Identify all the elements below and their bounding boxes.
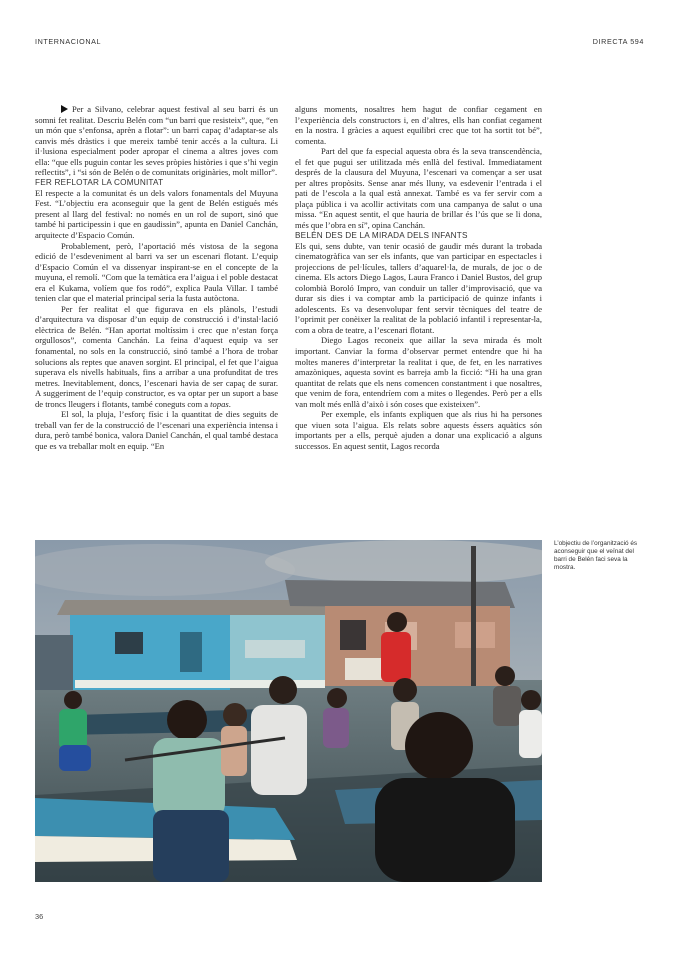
article-paragraph: Part del que fa especial aquesta obra és la seva transcendència, el fet que pugui ser utilitzada més enllà del festival. Immediatament després de la clausura del Muyuna, l’escenari va començar a ser usat per altres propòsits. Sense anar més lluny, va esdevenir l’entrada i el pati de l’escola a la qual està annexat. També es va fer servir com a plaça pública i va acollir activitats com una campanya de salut o una missa. “En aquest sentit, el que hauria de brillar és l’ús que se li dona, més que l’obra en sí”, opina Canchán.	[295, 146, 542, 231]
article-paragraph: Diego Lagos reconeix que aillar la seva mirada és molt important. Canviar la forma d’observar permet entendre que hi ha moltes maneres d’interpretar la realitat i que, de fet, en les narratives amazòniques, aquesta sovint es barreja amb la ficció: “Hi ha una gran quantitat de relats que els nens comencen constantment i que nosaltres, que venim de fora, entendríem com a mites o llegendes. Però per a ells van molt més enllà d’això i són coses que existeixen”.	[295, 335, 542, 409]
article-paragraph: Per exemple, els infants expliquen que als rius hi ha persones que viuen sota l’aigua. Els relats sobre aquests éssers aquàtics són importants per a ells, perquè ajuden a donar una explicació a alguns successos. En aquest sentit, Lagos recorda	[295, 409, 542, 451]
article-paragraph: El respecte a la comunitat és un dels valors fonamentals del Muyuna Fest. “L’objectiu era aconseguir que la gent de Belén estigués més present al llarg del festival: no només en un rol de suport, sinó que també hi participessin i que en gaudissin”, apunta en Daniel Canchán, arquitecte d’Espacio Común.	[35, 187, 278, 241]
river-community-photo	[35, 540, 542, 882]
photo-caption: L’objectiu de l’organització és aconseguir que el veïnat del barri de Belén faci seva la mostra.	[554, 540, 638, 571]
article-paragraph: Els qui, sens dubte, van tenir ocasió de gaudir més durant la trobada cinematogràfica van ser els infants, que van participar en espectacles i projeccions de pel·lícules, tallers d’aquarel·la, de murals, de joc o de cinema. Els actors Diego Lagos, Laura Franco i Daniel Bustos, del grup colombià Boroló Impro, van conduir un taller d’improvisació, que va durar sis dies i va comptar amb la participació de quinze infants i adolescents. Es va desenvolupar fent servir tècniques del teatre de l’oprimit per conèixer la realitat de la població infantil i representar-la, com a obra de teatre, a l’escenari flotant.	[295, 240, 542, 335]
article-column-left	[35, 104, 278, 452]
article-column-right	[295, 104, 542, 452]
section-subhead: BELÉN DES DE LA MIRADA DELS INFANTS	[295, 230, 468, 240]
section-label: INTERNACIONAL	[35, 37, 102, 46]
article-paragraph: Per fer realitat el que figurava en els plànols, l’estudi d’arquitectura va disposar d’un equip de construcció i d’instal·lació elèctrica de Belén. “Han aportat moltíssim i crec que n’estan força orgullosos”, comenta Canchán. La feina d’aquest equip va ser fonamental, no sols en la construcció, sinó també a l’hora de trobar solucions als reptes que anaven sorgint. El principal, el fet que l’aigua superava els nivells habituals, fins a arribar a una profunditat de tres metres. Inevitablement, doncs, l’escenari havia de ser capaç de surar. A suggeriment de l’equip constructor, es va optar per un suport a base de troncs lleugers i flotants, també coneguts com a topas.	[35, 303, 278, 409]
article-paragraph: El sol, la pluja, l’esforç físic i la quantitat de dies seguits de treball van fer de la construcció de l’escenari una experiència intensa i dura, però també bonica, valora Daniel Canchán, el qual també destaca que es va treballar molt en equip. “En	[35, 409, 278, 451]
article-paragraph: Probablement, però, l’aportació més vistosa de la segona edició de l’esdeveniment al barri va ser un escenari flotant. L’equip d’Espacio Común el va dissenyar inspirant-se en el concepte de la muyuna, el remolí. “Com que la temàtica era l’aigua i el poble destacat era el Kukama, volíem que fos rodó”, explica Paula Villar. I també tenien clar que el material principal seria la fusta autòctona.	[35, 240, 279, 304]
paragraph-marker-icon	[61, 105, 68, 113]
article-photo	[35, 540, 542, 882]
article-paragraph: alguns moments, nosaltres hem hagut de confiar cegament en l’experiència dels constructors i, en d’altres, ells han confiat cegament en la nostra. I gràcies a aquest equilibri crec que tot ha sortit tot bé”, comenta.	[295, 104, 542, 146]
article-paragraph: Per a Silvano, celebrar aquest festival al seu barri és un somni fet realitat. Descriu Belén com “un barri que resisteix”, que, “en un món que s’enfonsa, aprèn a flotar”: un barri capaç d’adaptar-se als canvis més dràstics i que mereix també tenir accés a la cultura. Li il·lusiona especialment poder apropar el cinema a altres joves com ella: “que ells puguin contar les seves pròpies històries i que s’hi vegin reflectits”, i “si són de Belén o de comunitats originàries, molt millor”.	[35, 104, 278, 178]
page-number: 36	[35, 912, 44, 921]
publication-issue: DIRECTA 594	[592, 37, 644, 46]
section-subhead: FER REFLOTAR LA COMUNITAT	[35, 177, 164, 187]
